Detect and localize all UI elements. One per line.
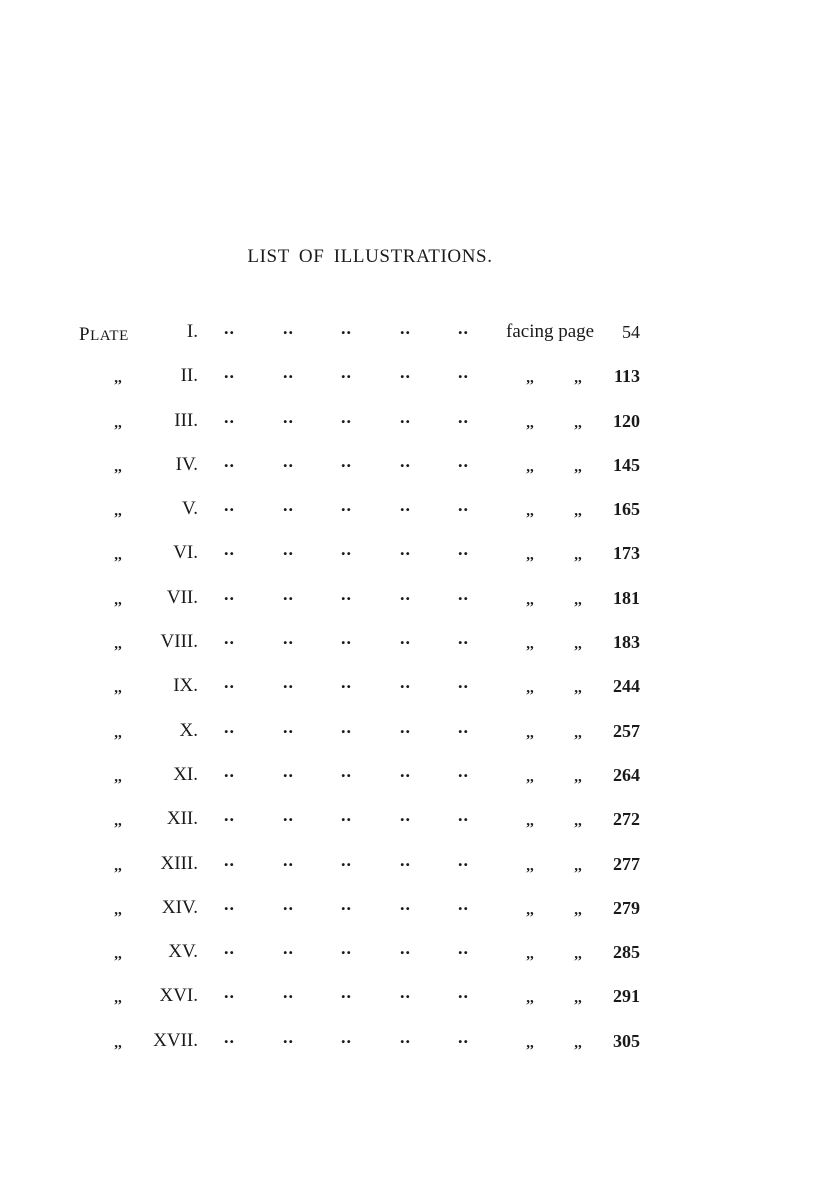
dot-leader: .. [341, 628, 352, 649]
dot-leader: .. [400, 583, 411, 604]
ditto-mark: ,, [114, 591, 122, 608]
ditto-mark: ,, [574, 946, 582, 963]
plate-numeral: III. [174, 409, 198, 431]
dot-leader: .. [341, 583, 352, 604]
dot-leader: .. [458, 938, 469, 959]
plate-numeral: VII. [166, 586, 198, 608]
list-item [0, 584, 840, 628]
ditto-mark: ,, [574, 414, 582, 431]
plate-numeral: II. [180, 365, 198, 387]
dot-leader: .. [458, 628, 469, 649]
plate-numeral: XIII. [160, 852, 198, 874]
ditto-mark: ,, [526, 768, 534, 785]
dot-leader: .. [341, 982, 352, 1003]
facing-page-label: facing page [506, 321, 595, 342]
dot-leader: .. [283, 495, 294, 516]
dot-leader: .. [341, 716, 352, 737]
page-number: 165 [613, 499, 640, 520]
dot-leader: .. [224, 318, 235, 338]
ditto-mark: ,, [526, 857, 534, 874]
dot-leader: .. [400, 760, 411, 781]
dot-leader: .. [458, 406, 469, 427]
ditto-mark: ,, [526, 724, 534, 741]
ditto-mark: ,, [574, 724, 582, 741]
dot-leader: .. [283, 982, 294, 1003]
dot-leader: .. [458, 495, 469, 516]
plate-numeral: IX. [173, 675, 198, 697]
dot-leader: .. [341, 362, 352, 383]
dot-leader: .. [283, 805, 294, 826]
list-item [0, 407, 840, 451]
page-number: 277 [613, 853, 640, 874]
list-item [0, 318, 840, 362]
ditto-mark: ,, [574, 636, 582, 653]
plate-numeral: I. [186, 321, 198, 342]
ditto-mark: ,, [526, 591, 534, 608]
dot-leader: .. [400, 672, 411, 693]
page-number: 279 [613, 897, 640, 918]
ditto-mark: ,, [574, 857, 582, 874]
ditto-mark: ,, [114, 636, 122, 653]
dot-leader: .. [224, 982, 235, 1003]
ditto-mark: ,, [114, 857, 122, 874]
dot-leader: .. [341, 450, 352, 471]
dot-leader: .. [341, 1026, 352, 1047]
dot-leader: .. [400, 495, 411, 516]
page-number: 305 [613, 1030, 640, 1051]
list-item [0, 1027, 840, 1071]
list-item [0, 451, 840, 495]
ditto-mark: ,, [526, 458, 534, 475]
page-number: 181 [613, 587, 640, 608]
dot-leader: .. [400, 362, 411, 383]
dot-leader: .. [400, 805, 411, 826]
page-number: 145 [613, 454, 640, 475]
ditto-mark: ,, [114, 680, 122, 697]
page-number: 244 [613, 676, 640, 697]
list-item [0, 805, 840, 849]
ditto-mark: ,, [526, 636, 534, 653]
dot-leader: .. [400, 539, 411, 560]
page-number: 113 [613, 366, 640, 387]
dot-leader: .. [283, 318, 294, 338]
plate-numeral: VI. [173, 542, 198, 564]
plate-numeral: V. [181, 498, 198, 520]
list-item [0, 362, 840, 406]
plate-label-rest: LATE [90, 328, 129, 344]
dot-leader: .. [341, 318, 352, 338]
page-number: 272 [613, 809, 640, 830]
ditto-mark: ,, [114, 503, 122, 520]
list-item [0, 672, 840, 716]
dot-leader: .. [400, 406, 411, 427]
ditto-mark: ,, [574, 547, 582, 564]
page-number: 264 [613, 764, 640, 785]
page-number: 257 [613, 720, 640, 741]
plate-numeral: XVII. [153, 1029, 198, 1051]
ditto-mark: ,, [574, 370, 582, 387]
ditto-mark: ,, [526, 503, 534, 520]
dot-leader: .. [283, 539, 294, 560]
dot-leader: .. [341, 539, 352, 560]
list-item [0, 850, 840, 894]
ditto-mark: ,, [574, 458, 582, 475]
ditto-mark: ,, [574, 813, 582, 830]
ditto-mark: ,, [526, 680, 534, 697]
dot-leader: .. [224, 805, 235, 826]
dot-leader: .. [283, 716, 294, 737]
ditto-mark: ,, [574, 1034, 582, 1051]
ditto-mark: ,, [526, 547, 534, 564]
dot-leader: .. [224, 938, 235, 959]
dot-leader: .. [341, 805, 352, 826]
page-number: 120 [613, 410, 640, 431]
ditto-mark: ,, [114, 370, 122, 387]
dot-leader: .. [283, 362, 294, 383]
list-item [0, 717, 840, 761]
ditto-mark: ,, [114, 547, 122, 564]
plate-numeral: XVI. [159, 985, 198, 1007]
ditto-mark: ,, [526, 946, 534, 963]
page-number: 285 [613, 942, 640, 963]
page-number: 291 [613, 986, 640, 1007]
dot-leader: .. [458, 539, 469, 560]
ditto-mark: ,, [114, 724, 122, 741]
ditto-mark: ,, [574, 901, 582, 918]
dot-leader: .. [341, 406, 352, 427]
dot-leader: .. [341, 760, 352, 781]
dot-leader: .. [283, 760, 294, 781]
ditto-mark: ,, [114, 990, 122, 1007]
ditto-mark: ,, [114, 458, 122, 475]
dot-leader: .. [400, 318, 411, 338]
ditto-mark: ,, [574, 990, 582, 1007]
dot-leader: .. [283, 893, 294, 914]
dot-leader: .. [400, 716, 411, 737]
page-title: LIST OF ILLUSTRATIONS. [247, 246, 493, 267]
dot-leader: .. [400, 450, 411, 471]
dot-leader: .. [458, 760, 469, 781]
dot-leader: .. [400, 1026, 411, 1047]
dot-leader: .. [283, 583, 294, 604]
dot-leader: .. [458, 318, 469, 338]
list-item [0, 628, 840, 672]
dot-leader: .. [283, 450, 294, 471]
list-item [0, 539, 840, 583]
dot-leader: .. [341, 938, 352, 959]
dot-leader: .. [224, 539, 235, 560]
dot-leader: .. [283, 672, 294, 693]
list-item [0, 938, 840, 982]
dot-leader: .. [224, 406, 235, 427]
plate-numeral: XII. [166, 808, 198, 830]
dot-leader: .. [400, 849, 411, 870]
dot-leader: .. [224, 362, 235, 383]
dot-leader: .. [458, 1026, 469, 1047]
list-item [0, 495, 840, 539]
dot-leader: .. [224, 495, 235, 516]
dot-leader: .. [341, 672, 352, 693]
plate-label-initial: P [79, 324, 91, 345]
dot-leader: .. [224, 760, 235, 781]
dot-leader: .. [224, 893, 235, 914]
dot-leader: .. [458, 583, 469, 604]
dot-leader: .. [458, 893, 469, 914]
dot-leader: .. [400, 628, 411, 649]
ditto-mark: ,, [574, 503, 582, 520]
dot-leader: .. [458, 849, 469, 870]
ditto-mark: ,, [526, 1034, 534, 1051]
dot-leader: .. [458, 805, 469, 826]
plate-numeral: XI. [173, 763, 198, 785]
dot-leader: .. [224, 628, 235, 649]
plate-numeral: XV. [168, 941, 198, 963]
page-number: 183 [613, 632, 640, 653]
list-item [0, 894, 840, 938]
dot-leader: .. [400, 893, 411, 914]
ditto-mark: ,, [574, 768, 582, 785]
dot-leader: .. [224, 583, 235, 604]
dot-leader: .. [341, 893, 352, 914]
dot-leader: .. [458, 982, 469, 1003]
dot-leader: .. [283, 406, 294, 427]
dot-leader: .. [283, 1026, 294, 1047]
dot-leader: .. [400, 938, 411, 959]
page-number: 54 [622, 322, 640, 342]
dot-leader: .. [283, 849, 294, 870]
dot-leader: .. [224, 450, 235, 471]
plate-label [79, 323, 129, 348]
list-item [0, 761, 840, 805]
ditto-mark: ,, [526, 813, 534, 830]
dot-leader: .. [458, 672, 469, 693]
ditto-mark: ,, [114, 768, 122, 785]
dot-leader: .. [458, 450, 469, 471]
ditto-mark: ,, [114, 1034, 122, 1051]
dot-leader: .. [341, 849, 352, 870]
dot-leader: .. [224, 1026, 235, 1047]
ditto-mark: ,, [114, 414, 122, 431]
list-item [0, 982, 840, 1026]
dot-leader: .. [341, 495, 352, 516]
illustrations-list [0, 318, 840, 1071]
dot-leader: .. [458, 362, 469, 383]
dot-leader: .. [400, 982, 411, 1003]
ditto-mark: ,, [526, 901, 534, 918]
dot-leader: .. [283, 628, 294, 649]
ditto-mark: ,, [574, 591, 582, 608]
dot-leader: .. [283, 938, 294, 959]
ditto-mark: ,, [526, 370, 534, 387]
ditto-mark: ,, [574, 680, 582, 697]
plate-numeral: XIV. [161, 896, 198, 918]
plate-numeral: X. [179, 719, 198, 741]
plate-numeral: VIII. [160, 631, 198, 653]
ditto-mark: ,, [114, 813, 122, 830]
dot-leader: .. [458, 716, 469, 737]
plate-numeral: IV. [175, 453, 198, 475]
ditto-mark: ,, [526, 414, 534, 431]
dot-leader: .. [224, 716, 235, 737]
page-number: 173 [613, 543, 640, 564]
ditto-mark: ,, [114, 901, 122, 918]
dot-leader: .. [224, 672, 235, 693]
dot-leader: .. [224, 849, 235, 870]
ditto-mark: ,, [526, 990, 534, 1007]
ditto-mark: ,, [114, 946, 122, 963]
